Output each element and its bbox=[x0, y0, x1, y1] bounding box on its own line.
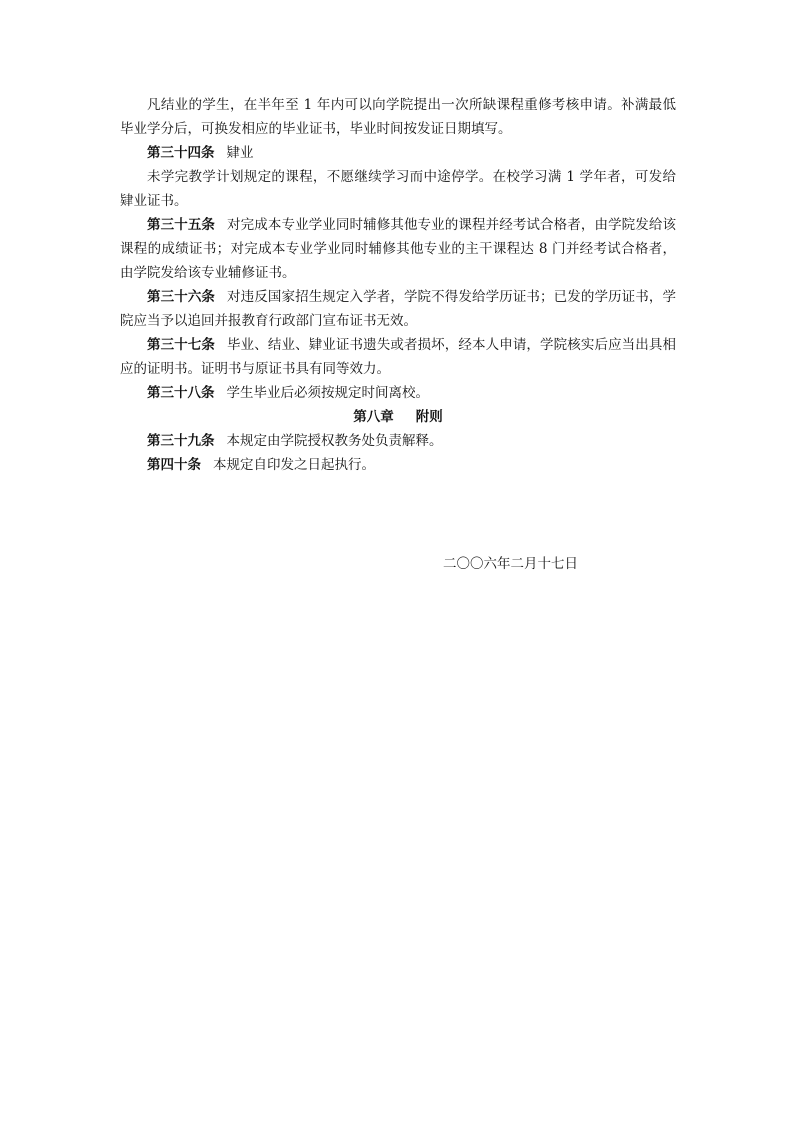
article-39 bbox=[120, 429, 676, 453]
article-title: 第三十五条 bbox=[147, 217, 216, 233]
article-text: 学生毕业后必须按规定时间离校。 bbox=[226, 385, 429, 401]
article-36 bbox=[120, 285, 676, 333]
paragraph-incomplete-study bbox=[120, 165, 676, 213]
article-title: 第三十六条 bbox=[147, 289, 216, 305]
chapter-heading bbox=[120, 405, 676, 429]
document-body bbox=[120, 93, 676, 477]
article-text: 毕业、结业、肄业证书遗失或者损坏，经本人申请，学院核实后应当出具相应的证明书。证明书与原证书具有同等效力。 bbox=[120, 337, 677, 377]
article-38 bbox=[120, 381, 676, 405]
article-text: 本规定自印发之日起执行。 bbox=[213, 457, 375, 473]
article-title: 第四十条 bbox=[147, 457, 201, 473]
article-40 bbox=[120, 453, 676, 477]
paragraph-graduation-retake bbox=[120, 93, 676, 141]
article-34 bbox=[120, 141, 676, 165]
paragraph-text: 凡结业的学生，在半年至 1 年内可以向学院提出一次所缺课程重修考核申请。补满最低毕业学分后，可换发相应的毕业证书，毕业时间按发证日期填写。 bbox=[120, 97, 676, 137]
article-text: 肄业 bbox=[226, 145, 254, 161]
article-title: 第三十九条 bbox=[147, 433, 215, 449]
paragraph-text: 未学完教学计划规定的课程，不愿继续学习而中途停学。在校学习满 1 学年者，可发给肄业证书。 bbox=[120, 169, 676, 209]
chapter-name: 附则 bbox=[415, 409, 443, 425]
article-title: 第三十八条 bbox=[147, 385, 215, 401]
article-35 bbox=[120, 213, 676, 285]
article-37 bbox=[120, 333, 676, 381]
article-text: 对完成本专业学业同时辅修其他专业的课程并经考试合格者，由学院发给该课程的成绩证书；对完成本专业学业同时辅修其他专业的主干课程达 8 门并经考试合格者，由学院发给该专业辅修证书。 bbox=[120, 217, 677, 281]
article-text: 本规定由学院授权教务处负责解释。 bbox=[226, 433, 443, 449]
article-text: 对违反国家招生规定入学者，学院不得发给学历证书；已发的学历证书，学院应当予以追回并报教育行政部门宣布证书无效。 bbox=[120, 289, 677, 329]
issue-date: 二〇〇六年二月十七日 bbox=[443, 556, 578, 572]
chapter-number: 第八章 bbox=[353, 409, 394, 425]
article-title: 第三十四条 bbox=[147, 145, 215, 161]
article-title: 第三十七条 bbox=[147, 337, 216, 353]
